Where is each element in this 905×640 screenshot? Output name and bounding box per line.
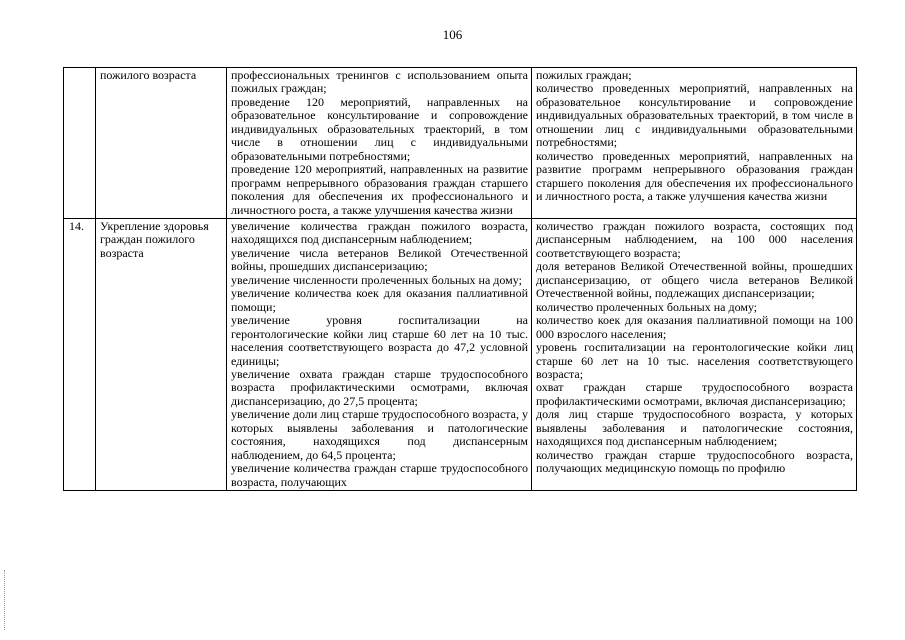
page-number: 106 bbox=[442, 27, 463, 42]
indicator-item: охват граждан старше трудоспособного возраста профилактическими осмотрами, включая диспансеризацию; bbox=[536, 380, 853, 408]
activity-item: увеличение количества граждан старше трудоспособного возраста, получающих bbox=[231, 461, 528, 489]
table-row bbox=[64, 218, 857, 490]
activities-cell bbox=[227, 218, 532, 490]
activity-item: увеличение числа ветеранов Великой Отечественной войны, прошедших диспансеризацию; bbox=[231, 245, 528, 274]
activity-item: проведение 120 мероприятий, направленных на развитие программ непрерывного образования граждан старшего поколения для обеспечения их профессионального и личностного роста, а также улучшения качества жизни bbox=[231, 162, 528, 217]
indicator-item: количество граждан старше трудоспособного возраста, получающих медицинскую помощь по профилю bbox=[536, 447, 853, 476]
indicator-item: пожилых граждан; bbox=[536, 68, 632, 82]
activity-item: проведение 120 мероприятий, направленных на образовательное консультирование и сопровождение индивидуальных образовательных траекторий, в том числе в отношении лиц с индивидуальными образовательными потребностями; bbox=[231, 94, 528, 163]
measures-table bbox=[63, 67, 857, 491]
indicator-item: доля ветеранов Великой Отечественной войны, прошедших диспансеризацию, от общего числа ветеранов Великой Отечественной войны, подлежащих диспансеризации; bbox=[536, 259, 853, 301]
goal-cell: пожилого возраста bbox=[96, 68, 227, 219]
activity-item: профессиональных тренингов с использованием опыта пожилых граждан; bbox=[231, 68, 528, 96]
indicator-item: количество пролеченных больных на дому; bbox=[536, 299, 758, 314]
indicator-item: количество коек для оказания паллиативной помощи на 100 000 взрослого населения; bbox=[536, 313, 853, 341]
goal-cell: Укрепление здоровья граждан пожилого возраста bbox=[96, 218, 227, 490]
activity-item: увеличение доли лиц старше трудоспособного возраста, у которых выявлены заболевания и патологические состояния, находящихся под диспансерным наблюдением, до 64,5 процента; bbox=[231, 407, 528, 462]
row-number-cell: 14. bbox=[64, 218, 96, 490]
indicator-item: количество проведенных мероприятий, направленных на образовательное консультирование и сопровождение индивидуальных образовательных траекторий, в том числе в отношении лиц с индивидуальными образовательными потребностями; bbox=[536, 81, 853, 150]
activity-item: увеличение уровня госпитализации на геронтологические койки лиц старше 60 лет на 10 тыс. населения соответствующего возраста до 47,2 условной единицы; bbox=[231, 313, 528, 368]
indicator-item: количество граждан пожилого возраста, состоящих под диспансерным наблюдением, на 100 000 населения соответствующего возраста; bbox=[536, 218, 853, 260]
activities-cell bbox=[227, 68, 532, 219]
indicator-item: количество проведенных мероприятий, направленных на развитие программ непрерывного образования граждан старшего поколения для обеспечения их профессионального и личностного роста, а также улучшения качества жизни bbox=[536, 148, 853, 204]
table-row bbox=[64, 68, 857, 219]
scan-edge-mark bbox=[4, 570, 6, 630]
indicator-item: уровень госпитализации на геронтологические койки лиц старше 60 лет на 10 тыс. населения соответствующего возраста; bbox=[536, 340, 853, 381]
activity-item: увеличение численности пролеченных больных на дому; bbox=[231, 272, 522, 287]
indicator-item: доля лиц старше трудоспособного возраста, у которых выявлены заболевания и патологические состояния, находящихся под диспансерным наблюдением; bbox=[536, 407, 853, 449]
activity-item: увеличение количества коек для оказания паллиативной помощи; bbox=[231, 286, 528, 314]
activity-item: увеличение охвата граждан старше трудоспособного возраста профилактическими осмотрами, включая диспансеризацию, до 27,5 процента; bbox=[231, 366, 528, 408]
indicators-cell bbox=[532, 68, 857, 219]
activity-item: увеличение количества граждан пожилого возраста, находящихся под диспансерным наблюдением; bbox=[231, 218, 528, 247]
row-number-cell bbox=[64, 68, 96, 219]
indicators-cell bbox=[532, 218, 857, 490]
